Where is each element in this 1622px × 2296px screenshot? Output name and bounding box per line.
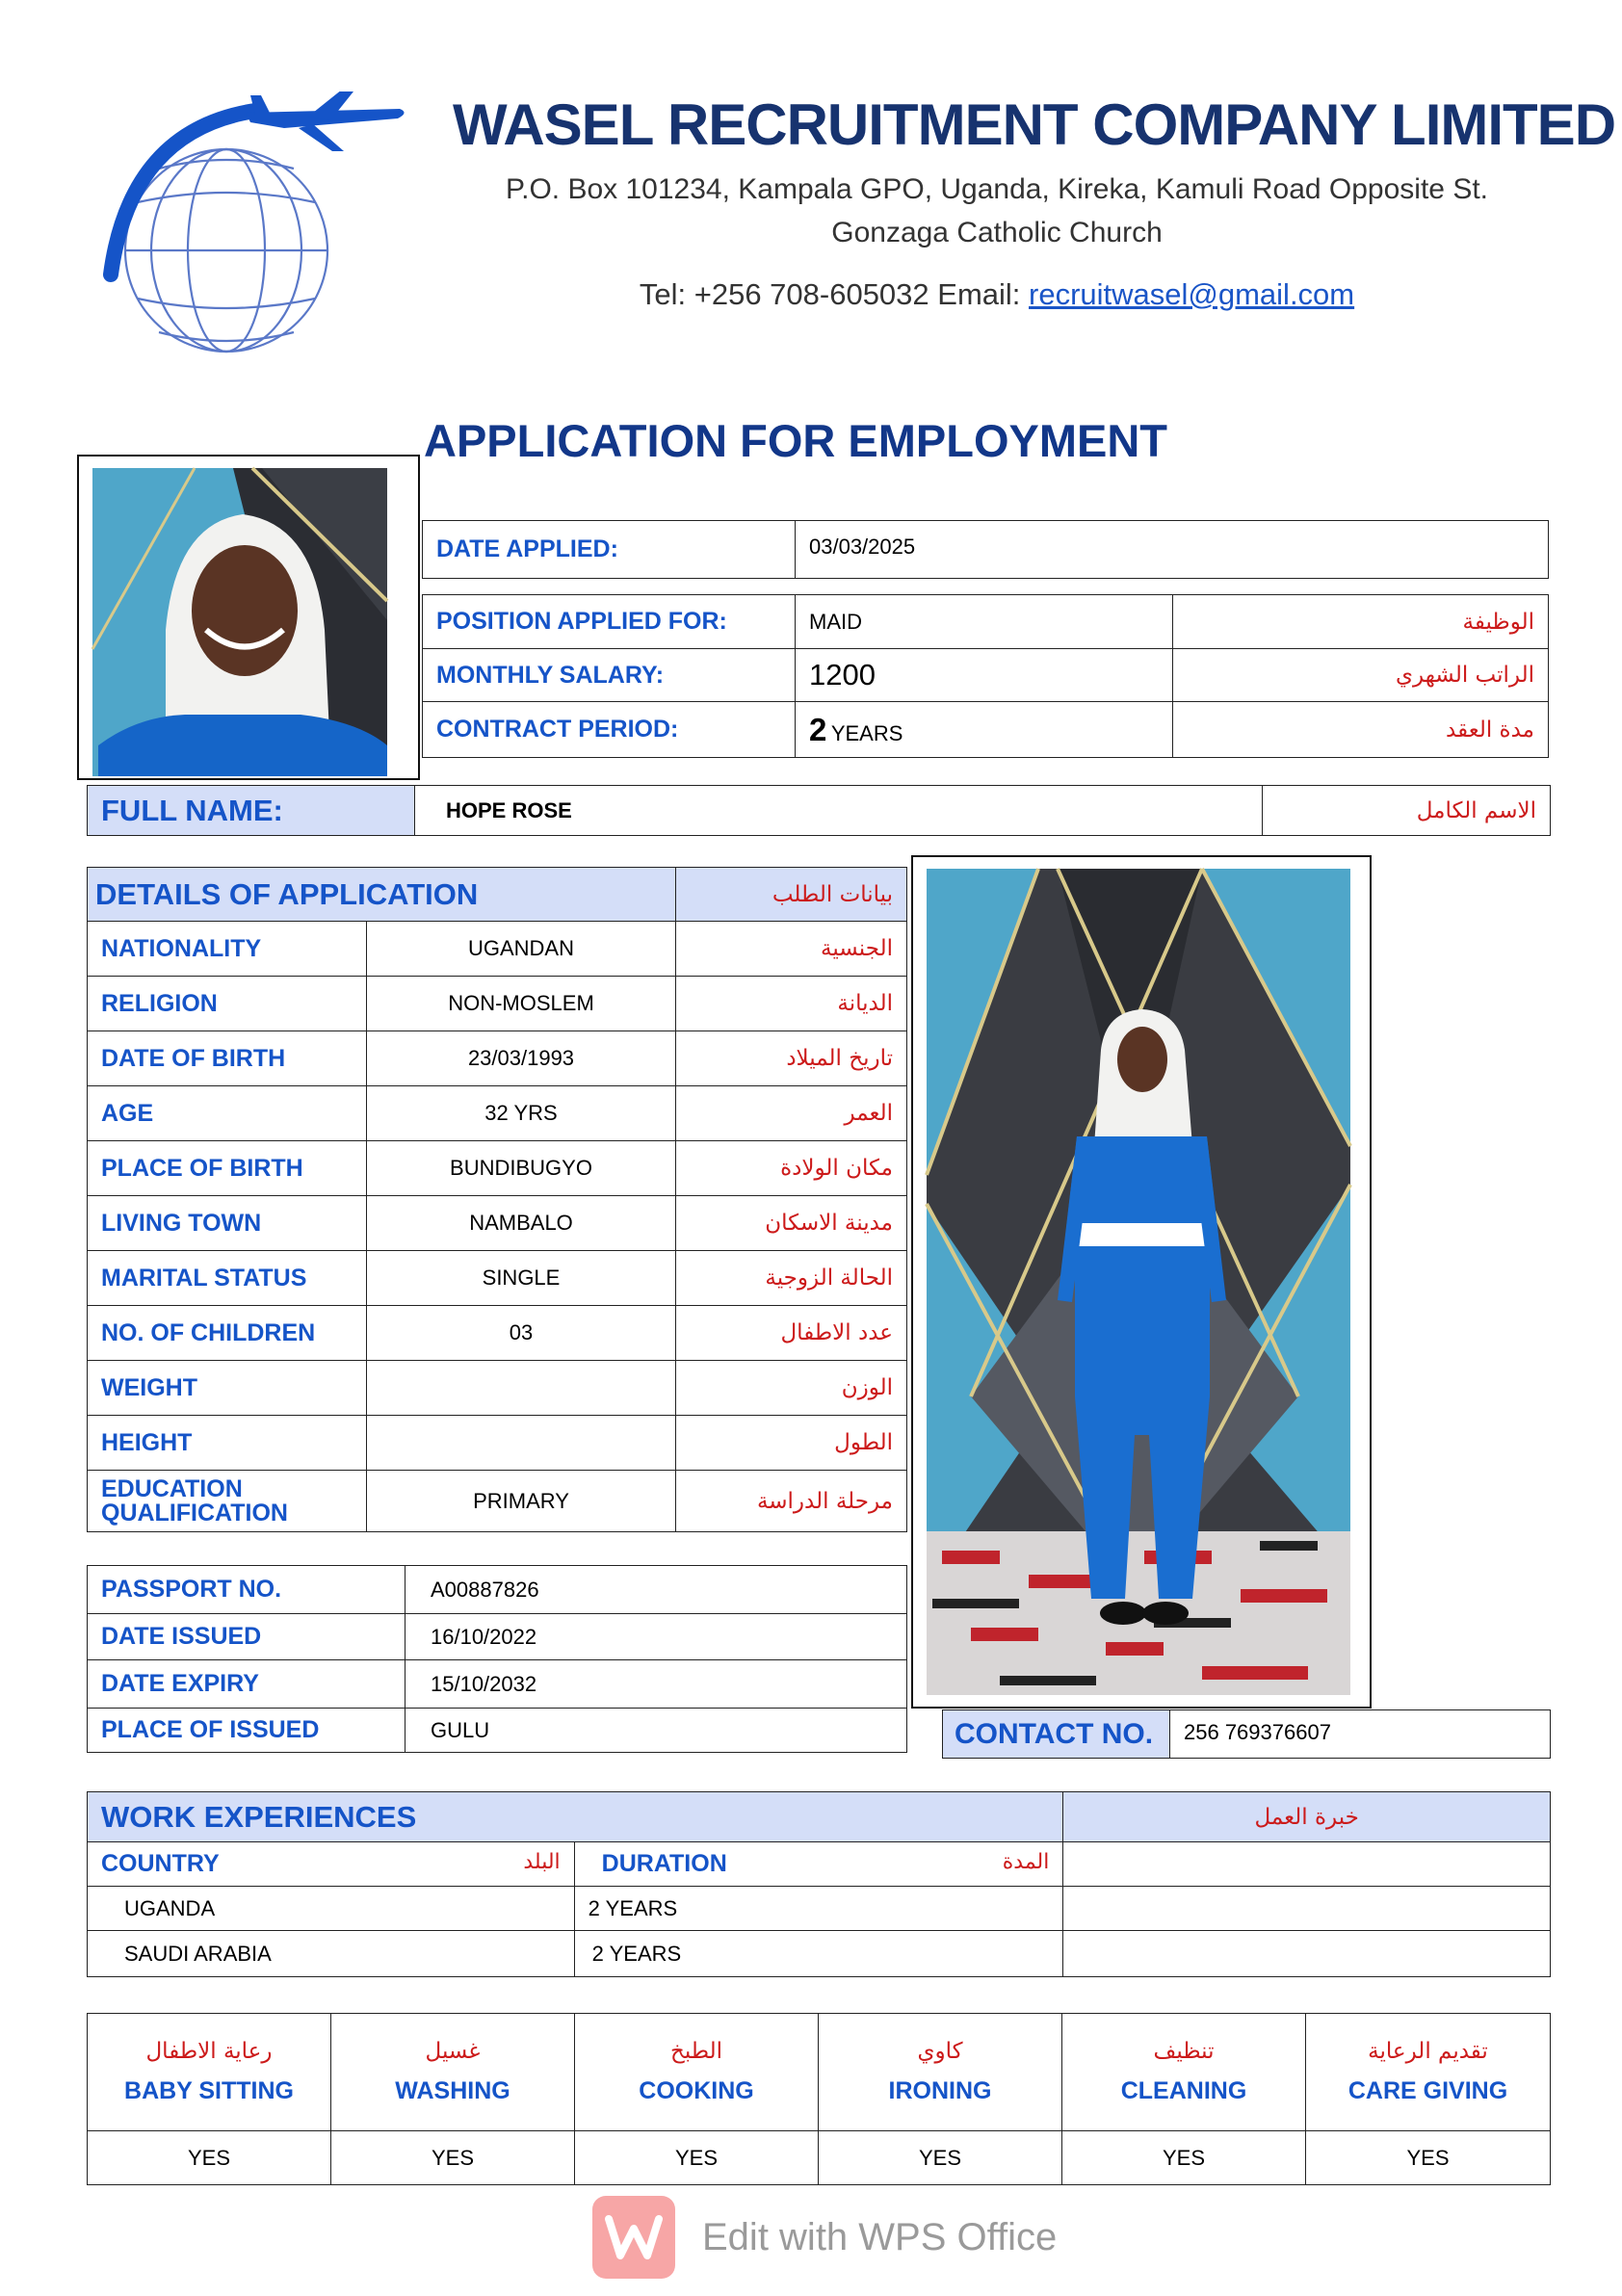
work-empty-cell <box>1063 1842 1551 1887</box>
date-applied-value: 03/03/2025 <box>796 521 1549 579</box>
contact-value: 256 769376607 <box>1170 1710 1551 1759</box>
skill-label: BABY SITTING <box>124 2077 294 2104</box>
detail-row-education <box>88 1471 907 1532</box>
salary-value: 1200 <box>796 649 1173 702</box>
skill-care-giving <box>1306 2014 1551 2131</box>
skill-arabic: الطبخ <box>669 2039 723 2064</box>
passport-table <box>87 1565 907 1753</box>
passport-row-issued <box>88 1614 907 1660</box>
detail-row-children <box>88 1306 907 1361</box>
detail-arabic: مكان الولادة <box>676 1141 907 1196</box>
detail-value: NON-MOSLEM <box>367 977 676 1031</box>
passport-value: 15/10/2032 <box>406 1660 907 1709</box>
skill-cleaning <box>1062 2014 1306 2131</box>
skill-value: YES <box>1062 2131 1306 2185</box>
detail-arabic: مدينة الاسكان <box>676 1196 907 1251</box>
skill-value: YES <box>331 2131 575 2185</box>
passport-row-place <box>88 1709 907 1753</box>
detail-row-place-of-birth <box>88 1141 907 1196</box>
work-row <box>88 1931 1551 1977</box>
skill-washing <box>331 2014 575 2131</box>
detail-row-height <box>88 1416 907 1471</box>
skill-arabic: تقديم الرعاية <box>1368 2039 1488 2064</box>
full-name-label: FULL NAME: <box>88 786 415 836</box>
company-logo <box>92 91 409 371</box>
company-name: WASEL RECRUITMENT COMPANY LIMITED <box>453 92 1616 157</box>
detail-value: 03 <box>367 1306 676 1361</box>
skill-baby-sitting <box>88 2014 331 2131</box>
skill-label: CARE GIVING <box>1347 2077 1508 2104</box>
detail-arabic: الجنسية <box>676 922 907 977</box>
work-row <box>88 1887 1551 1931</box>
details-title-arabic: بيانات الطلب <box>676 868 907 922</box>
salary-arabic: الراتب الشهري <box>1173 649 1549 702</box>
work-country: UGANDA <box>88 1887 575 1931</box>
detail-arabic: تاريخ الميلاد <box>676 1031 907 1086</box>
contract-value: 2 <box>809 711 827 747</box>
passport-value: GULU <box>406 1709 907 1753</box>
portrait-image <box>79 457 418 778</box>
full-name-value: HOPE ROSE <box>415 786 1263 836</box>
skill-label: CLEANING <box>1120 2077 1247 2104</box>
contract-unit: YEARS <box>830 720 903 745</box>
skill-value: YES <box>819 2131 1062 2185</box>
work-duration: 2 YEARS <box>574 1887 1063 1931</box>
skill-value: YES <box>88 2131 331 2185</box>
detail-label: NATIONALITY <box>88 922 367 977</box>
skill-cooking <box>575 2014 819 2131</box>
detail-row-marital-status <box>88 1251 907 1306</box>
detail-value: 32 YRS <box>367 1086 676 1141</box>
detail-label: RELIGION <box>88 977 367 1031</box>
detail-label: MARITAL STATUS <box>88 1251 367 1306</box>
detail-row-living-town <box>88 1196 907 1251</box>
contact-table <box>942 1709 1551 1759</box>
detail-label: LIVING TOWN <box>88 1196 367 1251</box>
work-country-arabic: البلد <box>523 1850 561 1874</box>
work-duration: 2 YEARS <box>574 1931 1063 1977</box>
skill-value: YES <box>575 2131 819 2185</box>
detail-row-age <box>88 1086 907 1141</box>
work-empty-cell <box>1063 1931 1551 1977</box>
globe-airplane-logo <box>92 91 409 371</box>
position-arabic: الوظيفة <box>1173 595 1549 649</box>
applicant-portrait-photo <box>77 455 420 780</box>
company-address-line1: P.O. Box 101234, Kampala GPO, Uganda, Kireka, Kamuli Road Opposite St. <box>505 173 1488 205</box>
detail-value: NAMBALO <box>367 1196 676 1251</box>
detail-value <box>367 1361 676 1416</box>
details-title: DETAILS OF APPLICATION <box>88 868 676 922</box>
passport-label: DATE EXPIRY <box>88 1660 406 1709</box>
date-applied-table <box>422 520 1549 579</box>
detail-label: HEIGHT <box>88 1416 367 1471</box>
work-empty-cell <box>1063 1887 1551 1931</box>
contract-value-cell <box>796 702 1173 758</box>
position-value: MAID <box>796 595 1173 649</box>
applicant-full-body-photo <box>911 855 1372 1709</box>
skill-label: COOKING <box>639 2077 754 2104</box>
detail-row-date-of-birth <box>88 1031 907 1086</box>
wps-w-glyph <box>605 2213 663 2261</box>
contact-label: CONTACT NO. <box>943 1710 1170 1759</box>
salary-label: MONTHLY SALARY: <box>423 649 796 702</box>
work-title: WORK EXPERIENCES <box>88 1792 1063 1842</box>
detail-value: UGANDAN <box>367 922 676 977</box>
passport-value: 16/10/2022 <box>406 1614 907 1660</box>
company-contact-line <box>405 277 1589 312</box>
passport-value: A00887826 <box>406 1566 907 1614</box>
detail-row-religion <box>88 977 907 1031</box>
passport-row-number <box>88 1566 907 1614</box>
skill-arabic: كاوي <box>917 2039 963 2064</box>
detail-arabic: الوزن <box>676 1361 907 1416</box>
detail-arabic: العمر <box>676 1086 907 1141</box>
detail-label: DATE OF BIRTH <box>88 1031 367 1086</box>
passport-label: DATE ISSUED <box>88 1614 406 1660</box>
work-duration-header: DURATION المدة <box>574 1842 1063 1887</box>
position-table <box>422 594 1549 758</box>
detail-value: BUNDIBUGYO <box>367 1141 676 1196</box>
skill-arabic: رعاية الاطفال <box>145 2039 273 2064</box>
detail-arabic: الطول <box>676 1416 907 1471</box>
position-label: POSITION APPLIED FOR: <box>423 595 796 649</box>
detail-label: PLACE OF BIRTH <box>88 1141 367 1196</box>
work-country-header: COUNTRY البلد <box>88 1842 575 1887</box>
wps-watermark-text: Edit with WPS Office <box>702 2215 1058 2258</box>
skill-arabic: غسيل <box>425 2039 481 2064</box>
detail-arabic: الحالة الزوجية <box>676 1251 907 1306</box>
detail-arabic: الديانة <box>676 977 907 1031</box>
passport-label: PASSPORT NO. <box>88 1566 406 1614</box>
work-title-arabic: خبرة العمل <box>1063 1792 1551 1842</box>
detail-label: EDUCATION QUALIFICATION <box>88 1471 367 1532</box>
detail-label: NO. OF CHILDREN <box>88 1306 367 1361</box>
detail-row-nationality <box>88 922 907 977</box>
company-email-link[interactable]: recruitwasel@gmail.com <box>1029 277 1355 311</box>
skill-label: WASHING <box>395 2077 510 2104</box>
company-tel: Tel: +256 708-605032 Email: <box>639 277 1030 311</box>
details-table <box>87 867 907 1532</box>
skill-arabic: تنظيف <box>1153 2039 1215 2064</box>
detail-label: AGE <box>88 1086 367 1141</box>
work-experience-table <box>87 1791 1551 1977</box>
skill-ironing <box>819 2014 1062 2131</box>
wps-logo-icon <box>592 2196 675 2279</box>
detail-value <box>367 1416 676 1471</box>
detail-value: 23/03/1993 <box>367 1031 676 1086</box>
detail-arabic: مرحلة الدراسة <box>676 1471 907 1532</box>
passport-row-expiry <box>88 1660 907 1709</box>
full-name-table <box>87 785 1551 836</box>
detail-value: SINGLE <box>367 1251 676 1306</box>
date-applied-label: DATE APPLIED: <box>423 521 796 579</box>
contract-arabic: مدة العقد <box>1173 702 1549 758</box>
work-country: SAUDI ARABIA <box>88 1931 575 1977</box>
passport-label: PLACE OF ISSUED <box>88 1709 406 1753</box>
wps-watermark[interactable] <box>592 2196 1093 2279</box>
detail-arabic: عدد الاطفال <box>676 1306 907 1361</box>
skills-table <box>87 2013 1551 2185</box>
detail-label: WEIGHT <box>88 1361 367 1416</box>
company-address-line2: Gonzaga Catholic Church <box>831 217 1163 248</box>
contract-label: CONTRACT PERIOD: <box>423 702 796 758</box>
full-name-arabic: الاسم الكامل <box>1263 786 1551 836</box>
skill-label: IRONING <box>888 2077 992 2104</box>
skill-value: YES <box>1306 2131 1551 2185</box>
detail-value: PRIMARY <box>367 1471 676 1532</box>
work-duration-arabic: المدة <box>1002 1850 1050 1874</box>
form-title: APPLICATION FOR EMPLOYMENT <box>424 415 1168 466</box>
full-body-image <box>913 857 1370 1707</box>
detail-row-weight <box>88 1361 907 1416</box>
